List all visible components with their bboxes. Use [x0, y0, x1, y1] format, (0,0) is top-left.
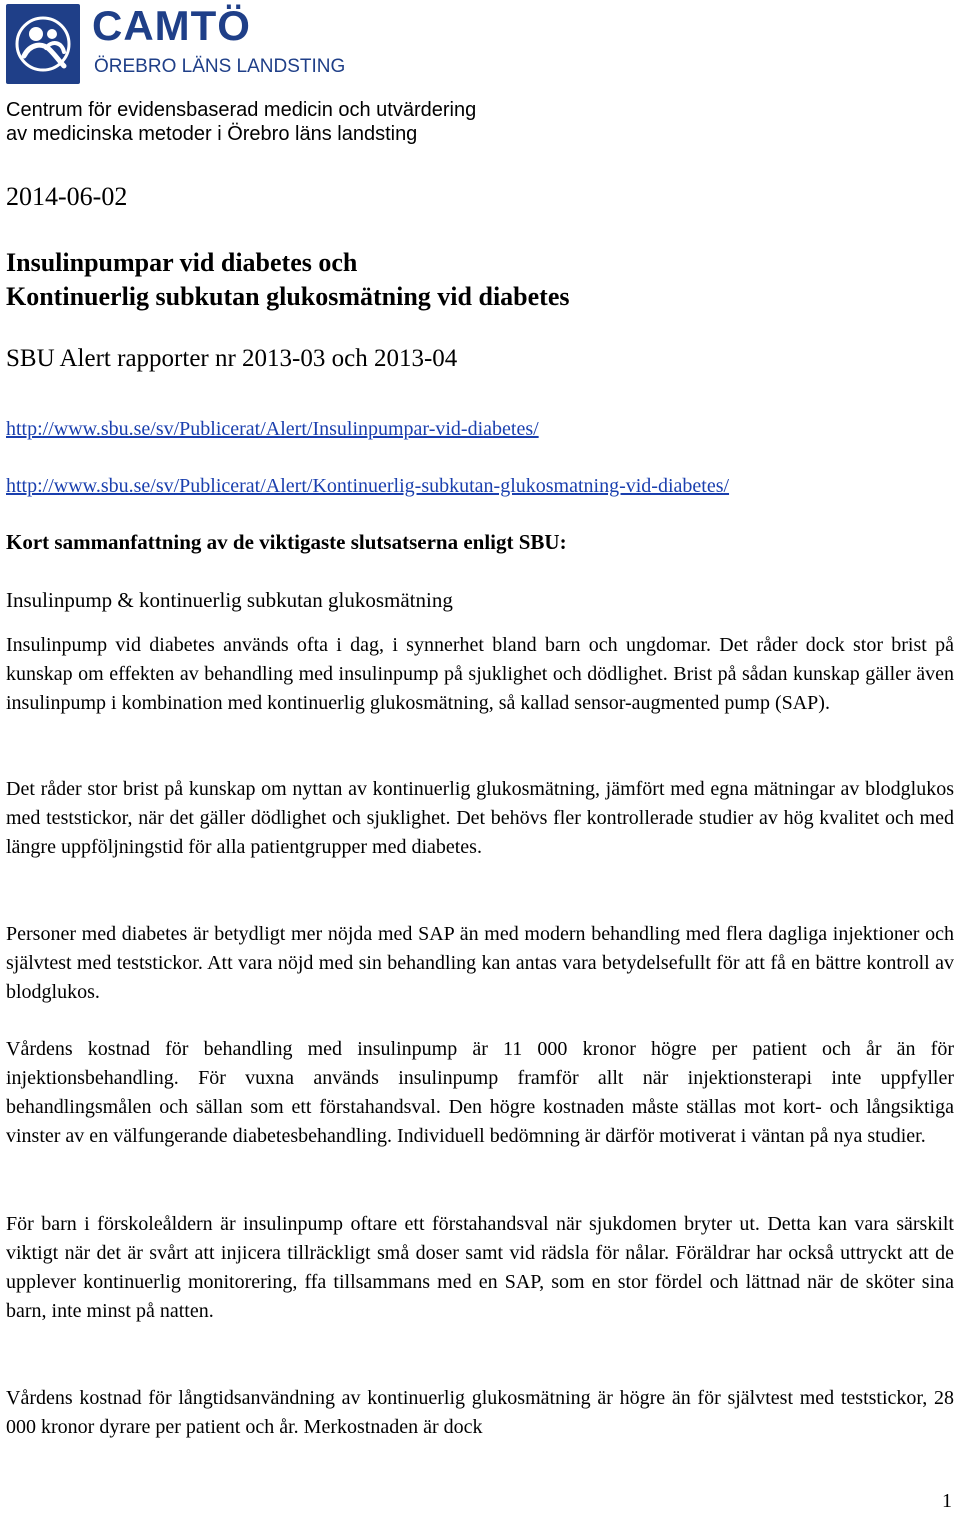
paragraph-cost-glukosmatning: Vårdens kostnad för långtidsanvändning av kontinuerlig glukosmätning är högre än för självtest med teststickor, 28 000 kronor dyrare per patient och år. Merkostnaden är dock — [6, 1387, 954, 1438]
paragraph-sap-satisfaction: Personer med diabetes är betydligt mer nöjda med SAP än med modern behandling med flera dagliga injektioner och självtest med teststickor. Att vara nöjd med sin behandling kan antas vara betydelsefullt för att få en bättre kontroll av blodglukos. — [6, 923, 954, 1003]
paragraph-glukosmatning: Det råder stor brist på kunskap om nyttan av kontinuerlig glukosmätning, jämfört med egna mätningar av blodglukos med teststickor, när det gäller dödlighet och sjuklighet. Det behövs fler kontrollerade studier av hög kvalitet och med längre uppföljningstid för alla patientgrupper med diabetes. — [6, 778, 954, 858]
camto-logo — [6, 4, 80, 84]
document-title-line-1: Insulinpumpar vid diabetes och — [6, 248, 358, 277]
page-number: 1 — [942, 1490, 952, 1512]
paragraph-cost-insulinpump: Vårdens kostnad för behandling med insulinpump är 11 000 kronor högre per patient och år än för injektionsbehandling. För vuxna används insulinpump framför allt när injektionsterapi inte uppfyller behandlingsmålen och sällan som ett förstahandsval. Den högre kostnaden måste ställas mot kort- och långsiktiga vinster av en välfungerande diabetesbehandling. Individuell bedömning är därför motiverat i väntan på nya studier. — [6, 1038, 954, 1147]
organization-line-1: Centrum för evidensbaserad medicin och utvärdering — [6, 99, 477, 121]
sbu-link-insulinpumpar[interactable]: http://www.sbu.se/sv/Publicerat/Alert/Insulinpumpar-vid-diabetes/ — [6, 418, 539, 440]
logo-emblem-icon — [6, 4, 80, 84]
paragraph-children: För barn i förskoleåldern är insulinpump oftare ett förstahandsval när sjukdomen bryter ut. Detta kan vara särskilt viktigt när det är svårt att injicera tillräckligt små doser samt vid rädsla för nålar. Föräldrar har också uttryckt att de upplever kontinuerlig monitorering, ffa tillsammans med en SAP, som en stor fördel och lättnad när de sköter sina barn, inte minst på natten. — [6, 1213, 954, 1322]
report-reference: SBU Alert rapporter nr 2013-03 och 2013-04 — [6, 345, 458, 372]
document-date: 2014-06-02 — [6, 182, 128, 211]
document-title-line-2: Kontinuerlig subkutan glukosmätning vid diabetes — [6, 282, 570, 311]
section-heading: Insulinpump & kontinuerlig subkutan glukosmätning — [6, 588, 453, 612]
logo-name: CAMTÖ — [92, 2, 251, 49]
sbu-link-glukosmatning[interactable]: http://www.sbu.se/sv/Publicerat/Alert/Kontinuerlig-subkutan-glukosmatning-vid-diabetes/ — [6, 475, 730, 497]
paragraph-insulinpump: Insulinpump vid diabetes används ofta i dag, i synnerhet bland barn och ungdomar. Det råder dock stor brist på kunskap om effekten av behandling med insulinpump på sjuklighet och dödlighet. Brist på sådan kunskap gäller även insulinpump i kombination med kontinuerlig glukosmätning, så kallad sensor-augmented pump (SAP). — [6, 634, 954, 714]
summary-heading: Kort sammanfattning av de viktigaste slutsatserna enligt SBU: — [6, 530, 567, 554]
logo-subtitle: ÖREBRO LÄNS LANDSTING — [94, 56, 346, 77]
organization-line-2: av medicinska metoder i Örebro läns landsting — [6, 123, 418, 145]
